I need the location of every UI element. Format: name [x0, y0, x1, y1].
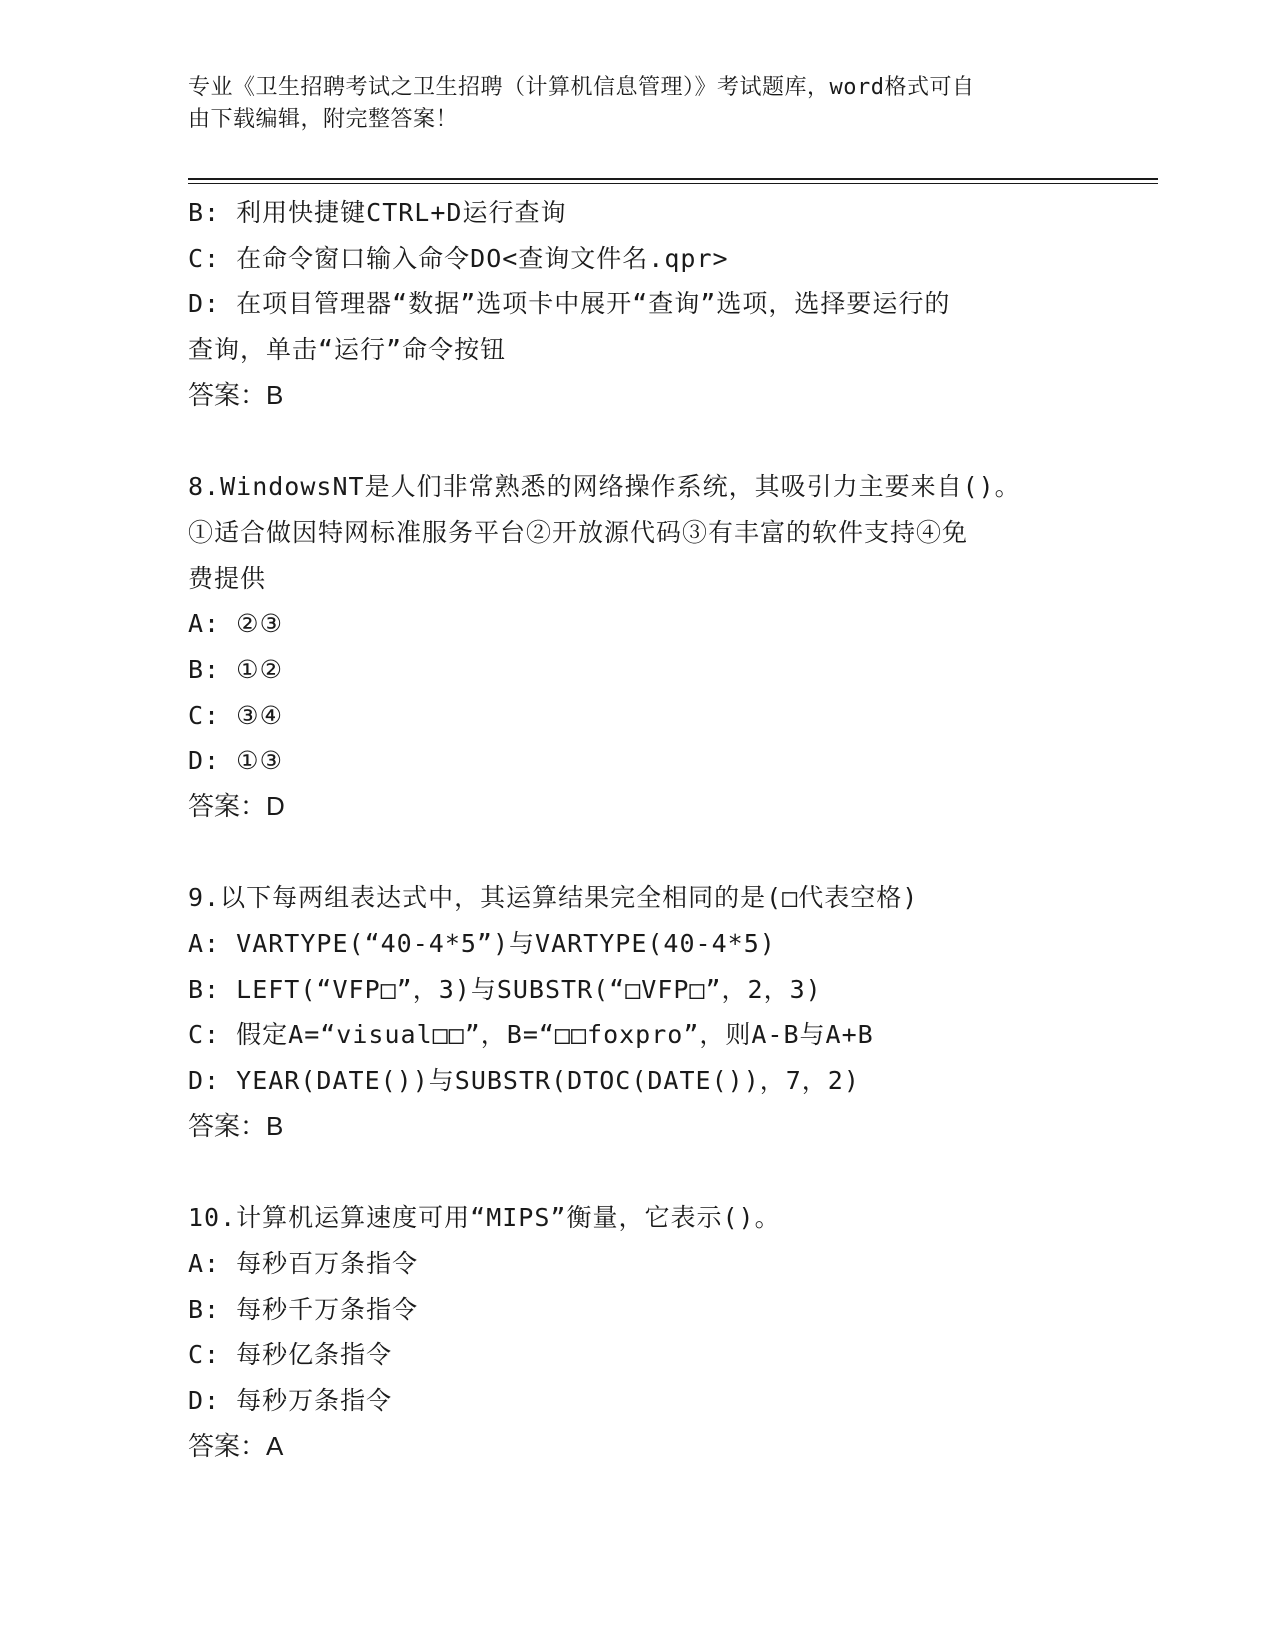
- q7-option-d-line-2: 查询，单击“运行”命令按钮: [188, 335, 507, 365]
- question-9: [188, 875, 1088, 1149]
- q9-option-b: B: LEFT(“VFP□”，3)与SUBSTR(“□VFP□”，2，3): [188, 974, 822, 1004]
- header-divider-thick: [188, 178, 1158, 180]
- header-line-2: 由下载编辑，附完整答案！: [188, 107, 459, 132]
- q8-option-a: A: ②③: [188, 609, 283, 639]
- q10-stem: 10.计算机运算速度可用“MIPS”衡量，它表示()。: [188, 1203, 781, 1233]
- q10-answer: 答案：A: [188, 1430, 284, 1461]
- spacer: [188, 1149, 1088, 1195]
- q7-option-d-line-1: D: 在项目管理器“数据”选项卡中展开“查询”选项，选择要运行的: [188, 289, 951, 319]
- q9-option-a: A: VARTYPE(“40-4*5”)与VARTYPE(40-4*5): [188, 929, 776, 958]
- q7-answer: 答案：B: [188, 379, 284, 410]
- q8-option-c: C: ③④: [188, 700, 283, 730]
- document-header: [188, 72, 1088, 136]
- question-10: [188, 1195, 1088, 1469]
- q8-option-b: B: ①②: [188, 654, 283, 684]
- q9-option-c: C: 假定A=“visual□□”，B=“□□foxpro”，则A-B与A+B: [188, 1020, 874, 1050]
- question-8: [188, 464, 1088, 830]
- spacer: [188, 830, 1088, 876]
- q8-stem-line-3: 费提供: [188, 563, 267, 593]
- q10-option-d: D: 每秒万条指令: [188, 1385, 393, 1415]
- header-divider-thin: [188, 183, 1158, 184]
- q8-stem-line-2: ①适合做因特网标准服务平台②开放源代码③有丰富的软件支持④免: [188, 517, 969, 547]
- question-content: [188, 190, 1088, 1469]
- q9-answer: 答案：B: [188, 1110, 284, 1141]
- q8-answer: 答案：D: [188, 790, 285, 821]
- q8-option-d: D: ①③: [188, 746, 283, 776]
- question-7: [188, 190, 1088, 418]
- q8-stem-line-1: 8.WindowsNT是人们非常熟悉的网络操作系统，其吸引力主要来自()。: [188, 472, 1021, 502]
- q7-option-b: B: 利用快捷键CTRL+D运行查询: [188, 198, 567, 227]
- spacer: [188, 418, 1088, 464]
- q7-option-c: C: 在命令窗口输入命令DO<查询文件名.qpr>: [188, 243, 729, 273]
- header-line-1: 专业《卫生招聘考试之卫生招聘（计算机信息管理）》考试题库，word格式可自: [188, 75, 975, 100]
- q9-stem: 9.以下每两组表达式中，其运算结果完全相同的是(□代表空格): [188, 883, 919, 913]
- q10-option-c: C: 每秒亿条指令: [188, 1340, 393, 1370]
- q9-option-d: D: YEAR(DATE())与SUBSTR(DTOC(DATE())，7，2): [188, 1066, 860, 1096]
- q10-option-a: A: 每秒百万条指令: [188, 1248, 419, 1278]
- q10-option-b: B: 每秒千万条指令: [188, 1294, 419, 1324]
